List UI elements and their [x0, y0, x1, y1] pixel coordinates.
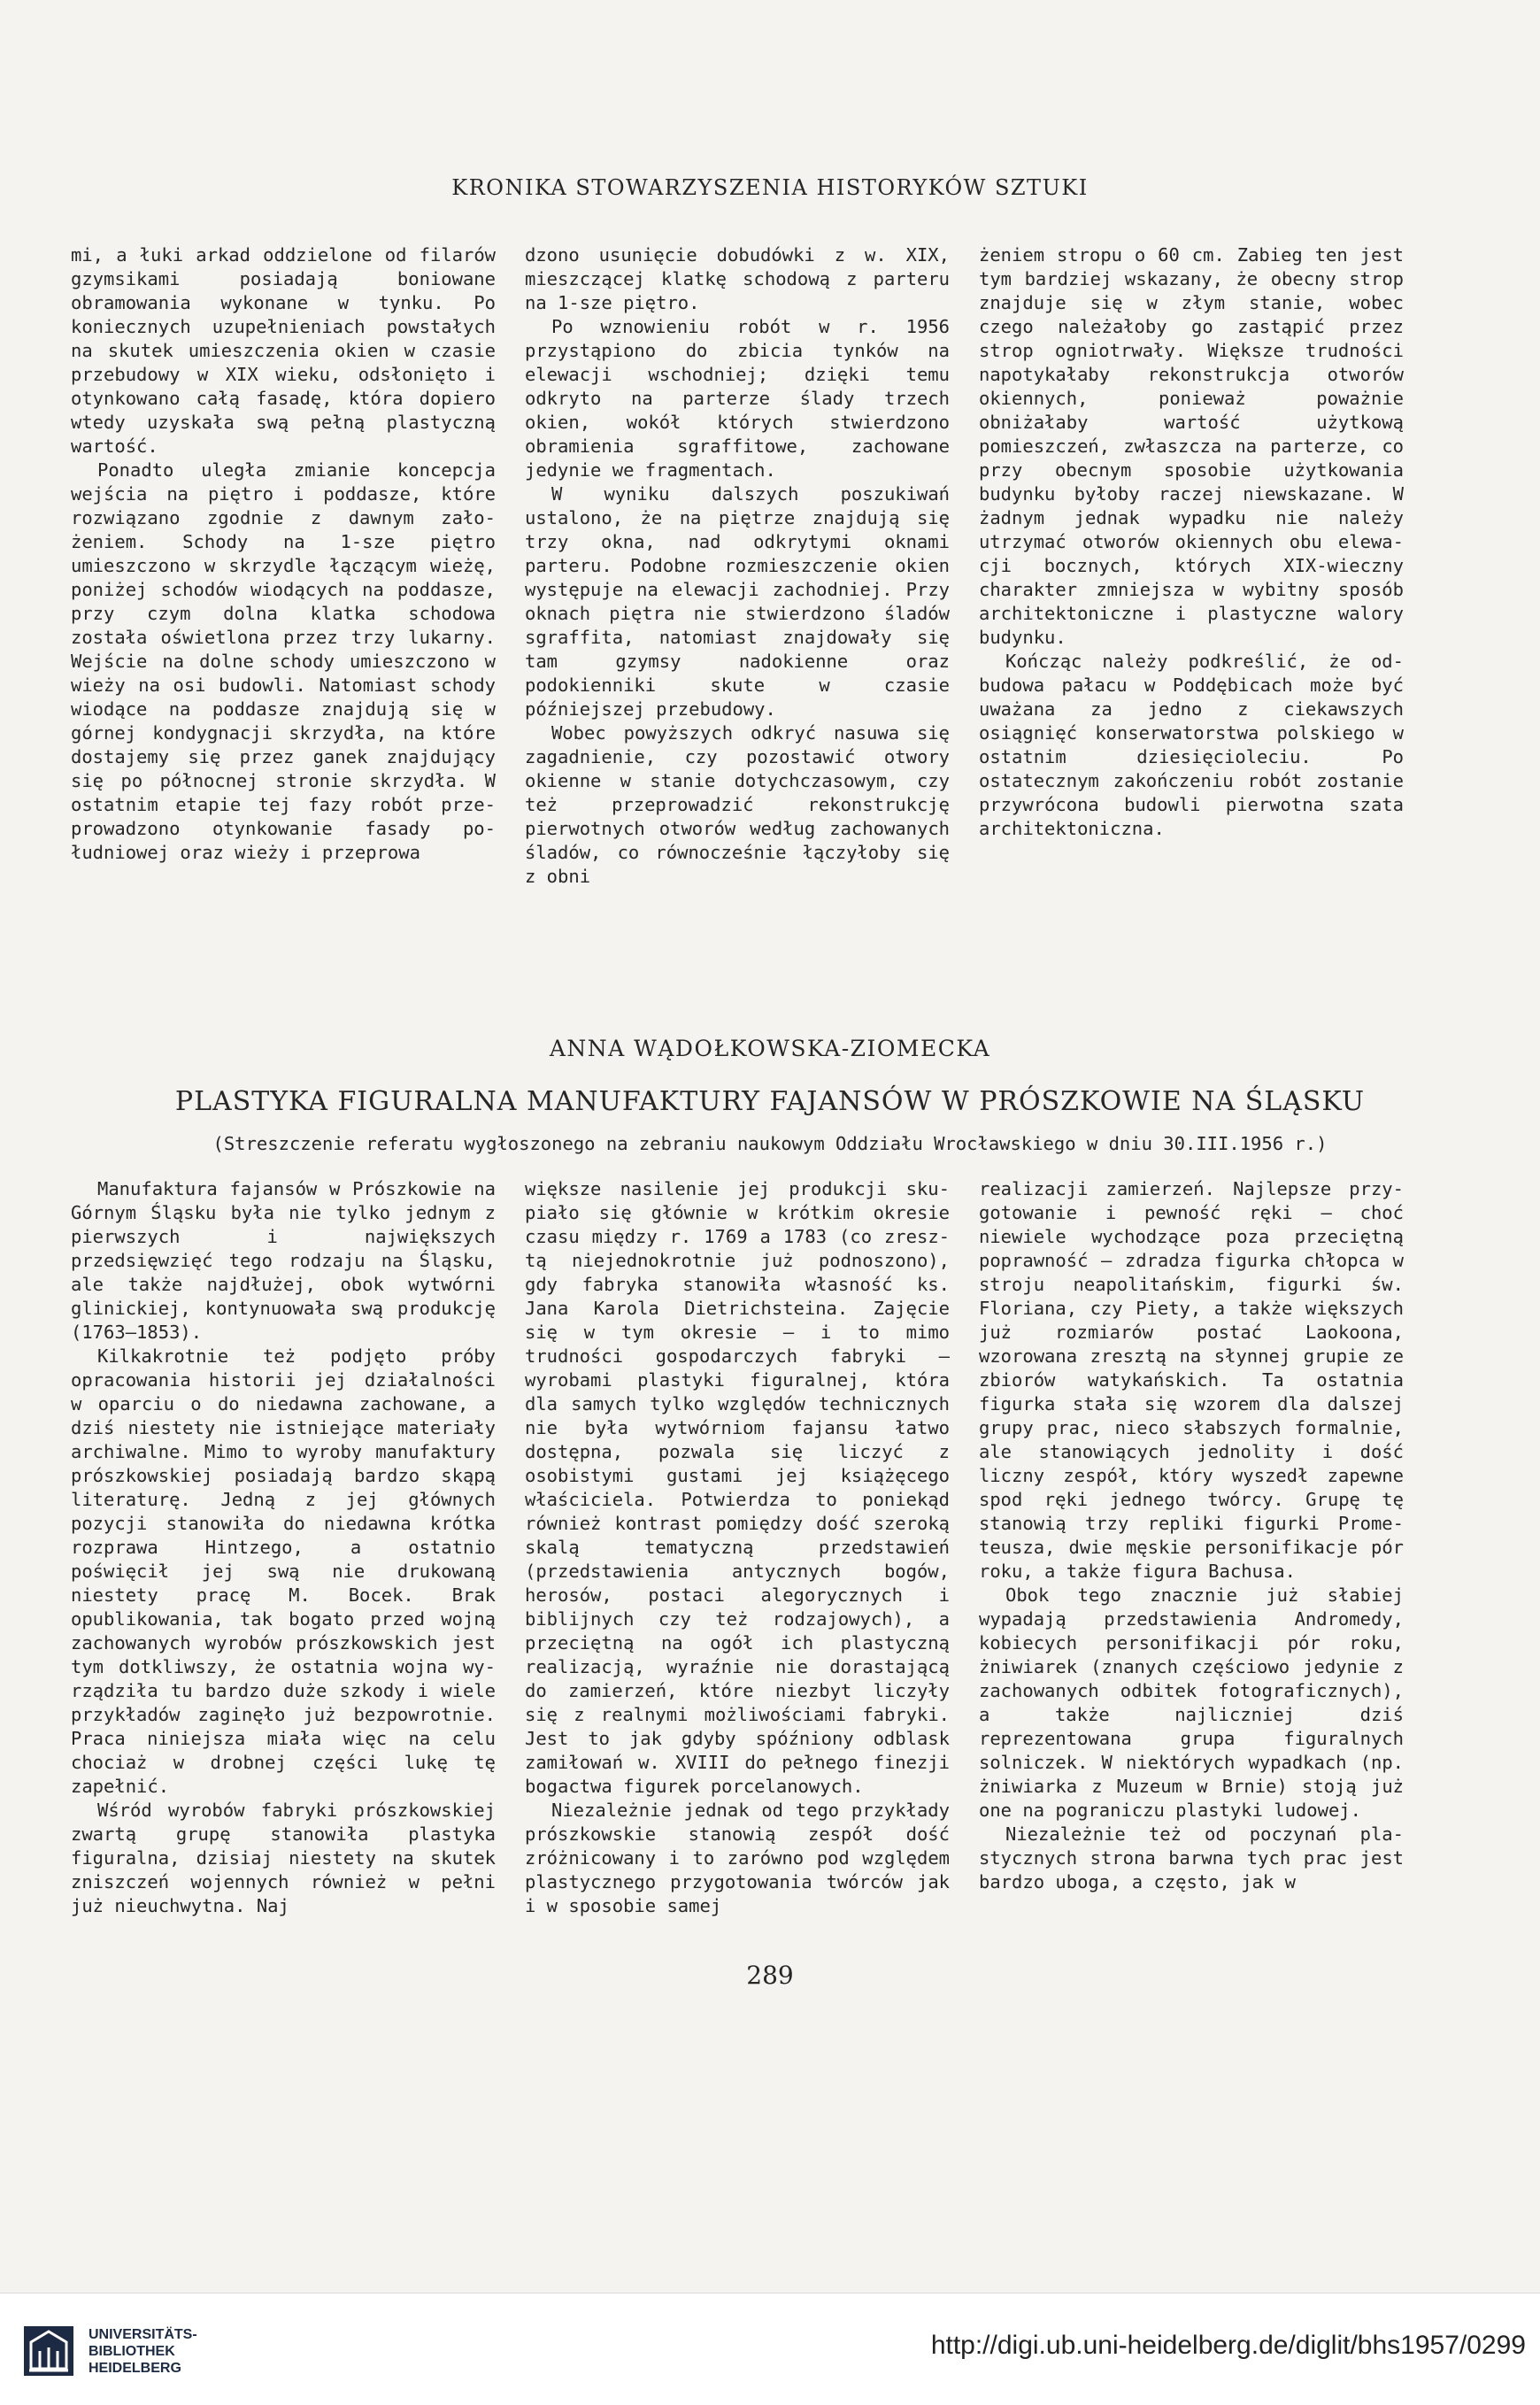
- text-column: [979, 1177, 1404, 1918]
- library-name-line: UNIVERSITÄTS-: [89, 2327, 197, 2342]
- library-name-line: BIBLIOTHEK: [89, 2344, 175, 2359]
- article-author: ANNA WĄDOŁKOWSKA-ZIOMECKA: [549, 1036, 991, 1061]
- article-title: PLASTYKA FIGURALNA MANUFAKTURY FAJANSÓW W PRÓSZKOWIE NA ŚLĄSKU: [174, 1086, 1366, 1117]
- paragraph: W wyniku dalszych poszukiwań ustalono, że na piętrze znajdują się trzy okna, nad odkrytymi oknami parteru. Podobne rozmieszczenie okien występuje na elewacji zachodniej. Przy oknach piętra nie stwierdzono śladów sgraffita, natomiast znajdowały się tam gzymsy nadokienne oraz podokienniki skute w czasie późniejszej przebudowy.: [525, 483, 950, 720]
- digitization-footer: [0, 2293, 1540, 2405]
- paragraph: Manufaktura fajansów w Prószkowie na Górnym Śląsku była nie tylko jednym z pierwszych i największych przedsięwzięć tego rodzaju na Śląsku, ale także najdłużej, obok wytwórni glinickiej, kontynuowała swą produkcję (1763—1853).: [71, 1178, 496, 1343]
- permalink-url[interactable]: http://digi.ub.uni-heidelberg.de/diglit/bhs1957/0299: [930, 2331, 1526, 2360]
- paragraph: żeniem stropu o 60 cm. Zabieg ten jest tym bardziej wskazany, że obecny strop znajduje się w złym stanie, wobec czego należałoby go zastąpić przez strop ogniotrwały. Większe trudności napotykałaby rekonstrukcja otworów okiennych, ponieważ poważnie obniżałaby wartość użytkową pomieszczeń, zwłaszcza na parterze, co przy obecnym sposobie użytkowania budynku byłoby raczej niewskazane. W żadnym jednak wypadku nie należy utrzymać otworów okiennych obu elewacji bocznych, których XIX-wieczny charakter zmniejsza w wybitny sposób architektoniczne i plastyczne walory budynku.: [979, 244, 1404, 648]
- text-column: [979, 243, 1404, 889]
- paragraph: Po wznowieniu robót w r. 1956 przystąpiono do zbicia tynków na elewacji wschodniej; dzięki temu odkryto na parterze ślady trzech okien, wokół których stwierdzono obramienia sgraffitowe, zachowane jedynie we fragmentach.: [525, 316, 950, 481]
- article-columns: [71, 1177, 1404, 1918]
- paragraph: mi, a łuki arkad oddzielone od filarów gzymsikami posiadają boniowane obramowania wykonane w tynku. Po koniecznych uzupełnieniach powstałych na skutek umieszczenia okien w czasie przebudowy w XIX wieku, odsłonięto i otynkowano całą fasadę, która dopiero wtedy uzyskała swą pełną plastyczną wartość.: [71, 244, 496, 457]
- paragraph: większe nasilenie jej produkcji skupiało się głównie w krótkim okresie czasu między r. 1769 a 1783 (co zresztą niejednokrotnie już podnoszono), gdy fabryka stanowiła własność ks. Jana Karola Dietrichsteina. Zajęcie się w tym okresie — i to mimo trudności gospodarczych fabryki — wyrobami plastyki figuralnej, która dla samych tylko względów technicznych nie była wytwórniom fajansu łatwo dostępna, pozwala się liczyć z osobistymi gustami jej książęcego właściciela. Potwierdza to poniekąd również kontrast pomiędzy dość szeroką skalą tematyczną przedstawień (przedstawienia antycznych bogów, herosów, postaci alegorycznych i biblijnych czy też rodzajowych), a przeciętną na ogół ich plastyczną realizacją, wyraźnie nie dorastającą do zamierzeń, które niezbyt liczyły się z realnymi możliwościami fabryki. Jest to jak gdyby spóźniony odblask zamiłowań w. XVIII do pełnego finezji bogactwa figurek porcelanowych.: [525, 1178, 950, 1797]
- running-head: KRONIKA STOWARZYSZENIA HISTORYKÓW SZTUKI: [451, 175, 1089, 200]
- paragraph: Niezależnie jednak od tego przykłady prószkowskie stanowią zespół dość zróżnicowany i to zarówno pod względem plastycznego przygotowania twórców jak i w sposobie samej: [525, 1800, 950, 1916]
- text-column: [525, 243, 950, 889]
- article-subtitle: (Streszczenie referatu wygłoszonego na zebraniu naukowym Oddziału Wrocławskiego w dniu 30.III.1956 r.): [212, 1133, 1328, 1154]
- paragraph: realizacji zamierzeń. Najlepsze przygotowanie i pewność ręki — choć niewiele wychodzące poza przeciętną poprawność — zdradza figurka chłopca w stroju neapolitańskim, figurki św. Floriana, czy Piety, a także większych już rozmiarów postać Laokoona, wzorowana zresztą na słynnej grupie ze zbiorów watykańskich. Ta ostatnia figurka stała się wzorem dla dalszej grupy prac, nieco słabszych formalnie, ale stanowiących jednolity i dość liczny zespół, który wyszedł zapewne spod ręki jednego twórcy. Grupę tę stanowią trzy repliki figurki Prometeusza, dwie męskie personifikacje pór roku, a także figura Bachusa.: [979, 1178, 1404, 1582]
- text-column: [525, 1177, 950, 1918]
- paragraph: dzono usunięcie dobudówki z w. XIX, mieszczącej klatkę schodową z parteru na 1-sze piętro.: [525, 244, 950, 313]
- paragraph: Wśród wyrobów fabryki prószkowskiej zwartą grupę stanowiła plastyka figuralna, dzisiaj niestety na skutek zniszczeń wojennych również w pełni już nieuchwytna. Naj: [71, 1800, 496, 1916]
- paragraph: Wobec powyższych odkryć nasuwa się zagadnienie, czy pozostawić otwory okienne w stanie dotychczasowym, czy też przeprowadzić rekonstrukcję pierwotnych otworów według zachowanych śladów, co równocześnie łączyłoby się z obni: [525, 722, 950, 887]
- chronicle-columns: [71, 243, 1404, 889]
- university-library-logo-icon: [22, 2324, 75, 2378]
- paragraph: Kilkakrotnie też podjęto próby opracowania historii jej działalności w oparciu o do niedawna zachowane, a dziś niestety nie istniejące materiały archiwalne. Mimo to wyroby manufaktury prószkowskiej posiadają bardzo skąpą literaturę. Jedną z jej głównych pozycji stanowiła do niedawna krótka rozprawa Hintzego, a ostatnio poświęcił jej swą nie drukowaną niestety pracę M. Bocek. Brak opublikowania, tak bogato przed wojną zachowanych wyrobów prószkowskich jest tym dotkliwszy, że ostatnia wojna wyrządziła tu bardzo duże szkody i wiele przykładów zaginęło już bezpowrotnie. Praca niniejsza miała więc na celu chociaż w drobnej części lukę tę zapełnić.: [71, 1345, 496, 1797]
- text-column: [71, 243, 496, 889]
- paragraph: Obok tego znacznie już słabiej wypadają przedstawienia Andromedy, kobiecych personifikacji pór roku, żniwiarek (znanych częściowo jedynie z zachowanych odbitek fotograficznych), a także najliczniej dziś reprezentowana grupa figuralnych solniczek. W niektórych wypadkach (np. żniwiarka z Muzeum w Brnie) stoją już one na pograniczu plastyki ludowej.: [979, 1584, 1404, 1821]
- paragraph: Niezależnie też od poczynań plastycznych strona barwna tych prac jest bardzo uboga, a często, jak w: [979, 1823, 1404, 1892]
- paragraph: Kończąc należy podkreślić, że odbudowa pałacu w Poddębicach może być uważana za jedno z ciekawszych osiągnięć konserwatorstwa polskiego w ostatnim dziesięcioleciu. Po ostatecznym zakończeniu robót zostanie przywrócona budowli pierwotna szata architektoniczna.: [979, 651, 1404, 839]
- page-number: 289: [746, 1961, 794, 1990]
- paragraph: Ponadto uległa zmianie koncepcja wejścia na piętro i poddasze, które rozwiązano zgodnie z dawnym założeniem. Schody na 1-sze piętro umieszczono w skrzydle łączącym wieżę, poniżej schodów wiodących na poddasze, przy czym dolna klatka schodowa została oświetlona przez trzy lukarny. Wejście na dolne schody umieszczono w wieży na osi budowli. Natomiast schody wiodące na poddasze znajdują się w górnej kondygnacji skrzydła, na które dostajemy się przez ganek znajdujący się po północnej stronie skrzydła. W ostatnim etapie tej fazy robót przeprowadzono otynkowanie fasady południowej oraz wieży i przeprowa: [71, 459, 496, 863]
- library-name-line: HEIDELBERG: [89, 2361, 181, 2376]
- library-name: [89, 2326, 197, 2377]
- text-column: [71, 1177, 496, 1918]
